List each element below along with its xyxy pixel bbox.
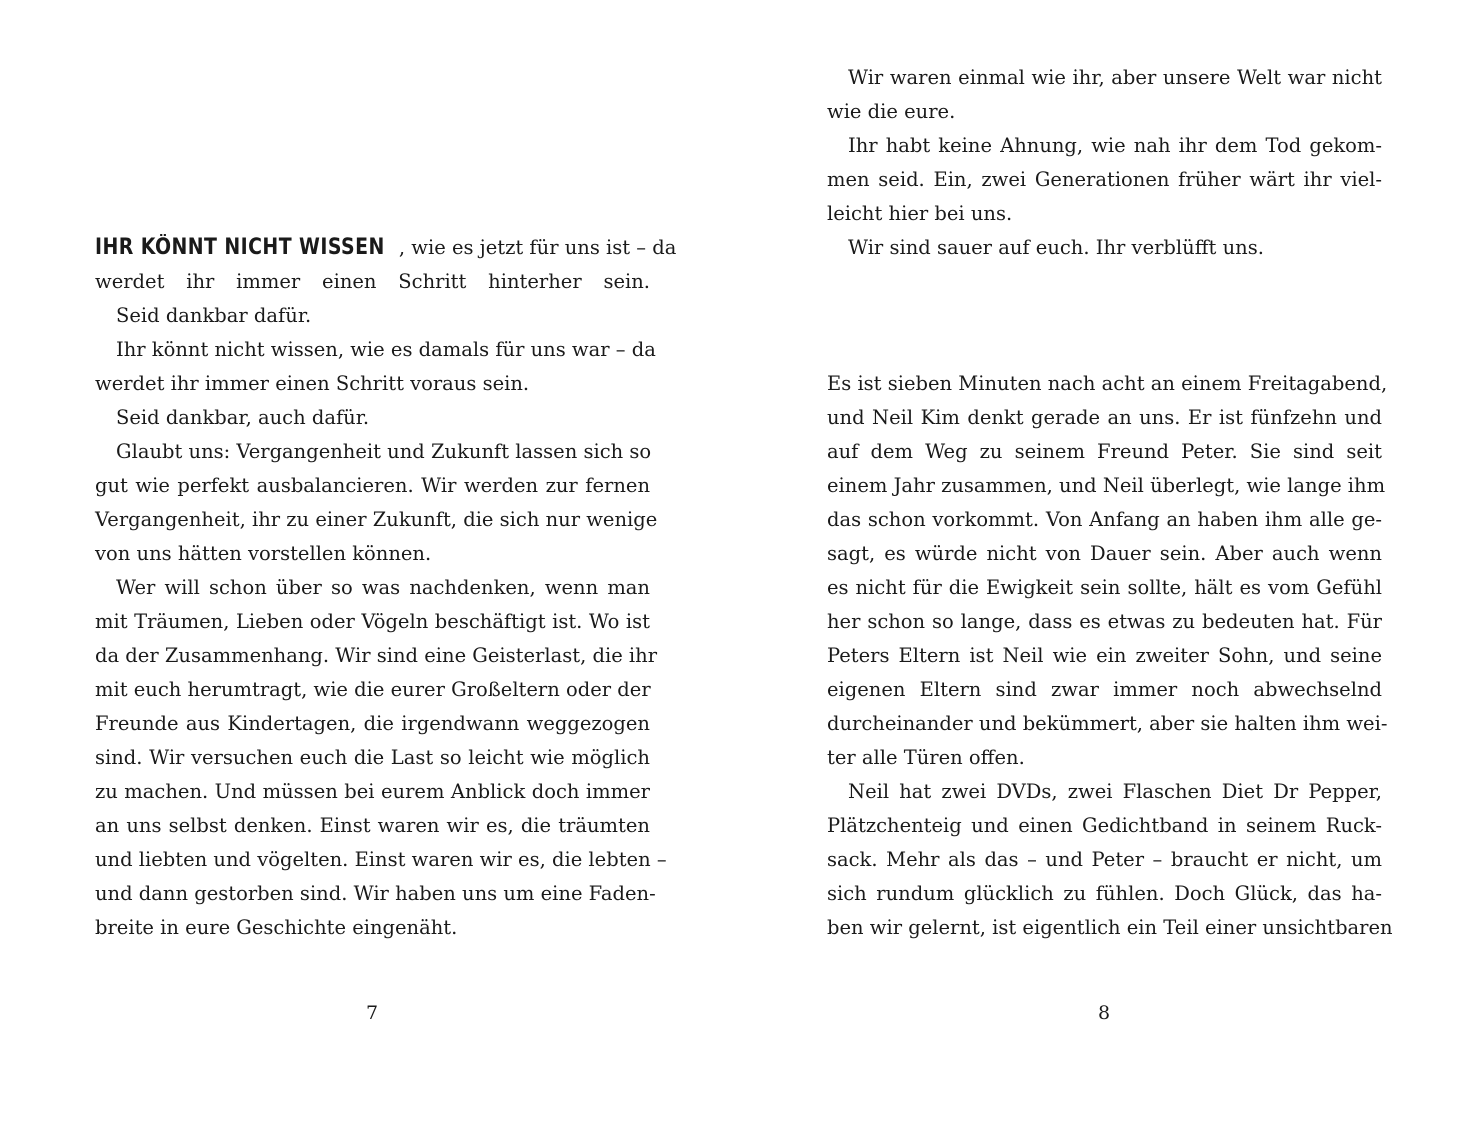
text-line: Peters Eltern ist Neil wie ein zweiter Sohn, und seine — [827, 644, 1382, 667]
text-line: mit Träumen, Lieben oder Vögeln beschäftigt ist. Wo ist — [95, 610, 650, 633]
text-line: Glaubt uns: Vergangenheit und Zukunft lassen sich so — [116, 440, 652, 463]
text-line: her schon so lange, dass es etwas zu bedeuten hat. Für — [827, 610, 1382, 633]
text-line: Vergangenheit, ihr zu einer Zukunft, die sich nur wenige — [95, 508, 658, 531]
text-line: es nicht für die Ewigkeit sein sollte, hält es vom Gefühl — [827, 576, 1382, 599]
text-line: Neil hat zwei DVDs, zwei Flaschen Diet Dr Pepper, — [848, 780, 1382, 803]
text-line: sagt, es würde nicht von Dauer sein. Aber auch wenn — [827, 542, 1382, 565]
text-line: auf dem Weg zu seinem Freund Peter. Sie sind seit — [827, 440, 1382, 463]
text-line: an uns selbst denken. Einst waren wir es, die träumten — [95, 814, 650, 837]
text-line: Seid dankbar, auch dafür. — [116, 406, 370, 429]
opening-caps: IHR KÖNNT NICHT WISSEN — [95, 235, 385, 260]
right-page — [738, 0, 1476, 1122]
text-line: ben wir gelernt, ist eigentlich ein Teil einer unsichtbaren — [827, 916, 1393, 939]
text-line: gut wie perfekt ausbalancieren. Wir werden zur fernen — [95, 474, 650, 497]
text-line: und Neil Kim denkt gerade an uns. Er ist fünfzehn und — [827, 406, 1382, 429]
text-line: werdet ihr immer einen Schritt voraus sein. — [95, 372, 530, 395]
text-line: zu machen. Und müssen bei eurem Anblick doch immer — [95, 780, 650, 803]
text-line: ter alle Türen offen. — [827, 746, 1025, 769]
text-line: eigenen Eltern sind zwar immer noch abwechselnd — [827, 678, 1382, 701]
text-line: werdet ihr immer einen Schritt hinterher sein. — [95, 270, 650, 293]
text-line: da der Zusammenhang. Wir sind eine Geisterlast, die ihr — [95, 644, 658, 667]
text-line: das schon vorkommt. Von Anfang an haben ihm alle ge- — [827, 508, 1382, 531]
text-line: wie die eure. — [827, 100, 956, 123]
text-line: sind. Wir versuchen euch die Last so leicht wie möglich — [95, 746, 650, 769]
text-line: Wir sind sauer auf euch. Ihr verblüfft uns. — [848, 236, 1264, 259]
text-line: sack. Mehr als das – und Peter – braucht er nicht, um — [827, 848, 1382, 871]
text-line: Plätzchenteig und einen Gedichtband in seinem Ruck- — [827, 814, 1382, 837]
text-line: und liebten und vögelten. Einst waren wir es, die lebten – — [95, 848, 667, 871]
text-line: IHR KÖNNT NICHT WISSEN , wie es jetzt für uns ist – da — [95, 231, 650, 265]
text-line: Freunde aus Kindertagen, die irgendwann weggezogen — [95, 712, 650, 735]
text-line: und dann gestorben sind. Wir haben uns um eine Faden- — [95, 882, 656, 905]
text-line: von uns hätten vorstellen können. — [95, 542, 432, 565]
text-line: Es ist sieben Minuten nach acht an einem Freitagabend, — [827, 372, 1388, 395]
text-line: Wer will schon über so was nachdenken, wenn man — [116, 576, 650, 599]
page-number: 7 — [365, 1002, 379, 1024]
text-line: mit euch herumtragt, wie die eurer Großeltern oder der — [95, 678, 651, 701]
text-line: Ihr habt keine Ahnung, wie nah ihr dem Tod gekom- — [848, 134, 1382, 157]
text-line: sich rundum glücklich zu fühlen. Doch Glück, das ha- — [827, 882, 1382, 905]
page-number: 8 — [1097, 1002, 1111, 1024]
text-line: Ihr könnt nicht wissen, wie es damals für uns war – da — [116, 338, 656, 361]
text-line: breite in eure Geschichte eingenäht. — [95, 916, 458, 939]
text-line: durcheinander und bekümmert, aber sie halten ihm wei- — [827, 712, 1388, 735]
text-line: Wir waren einmal wie ihr, aber unsere Welt war nicht — [848, 66, 1382, 89]
text-line: Seid dankbar dafür. — [116, 304, 312, 327]
text-line: leicht hier bei uns. — [827, 202, 1013, 225]
text-line: einem Jahr zusammen, und Neil überlegt, wie lange ihm — [827, 474, 1386, 497]
text-line: men seid. Ein, zwei Generationen früher wärt ihr viel- — [827, 168, 1382, 191]
